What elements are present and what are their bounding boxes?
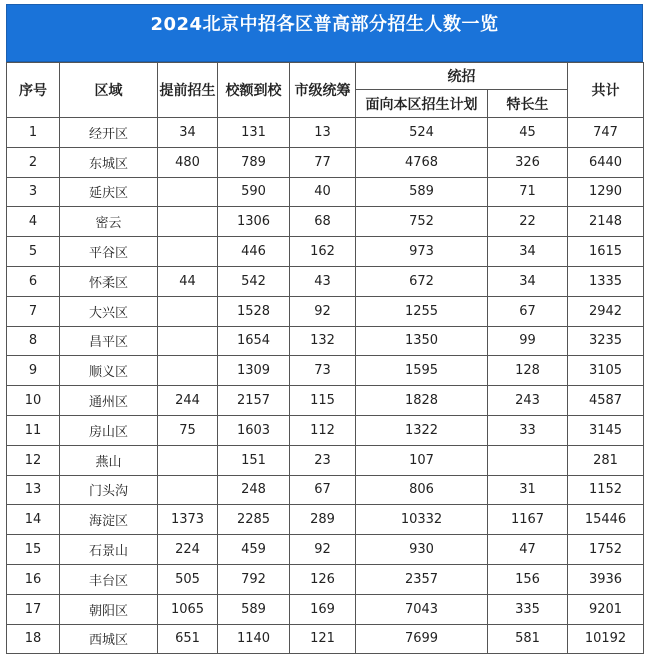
cell-city: 92 xyxy=(290,296,356,326)
cell-seq: 6 xyxy=(7,266,60,296)
cell-total: 1152 xyxy=(568,475,644,505)
cell-city: 73 xyxy=(290,356,356,386)
cell-local-plan: 524 xyxy=(356,118,488,148)
cell-quota: 589 xyxy=(218,594,290,624)
cell-quota: 1603 xyxy=(218,415,290,445)
cell-city: 115 xyxy=(290,386,356,416)
cell-total: 10192 xyxy=(568,624,644,654)
cell-local-plan: 1350 xyxy=(356,326,488,356)
cell-quota: 446 xyxy=(218,237,290,267)
cell-early: 480 xyxy=(158,147,218,177)
table-row xyxy=(7,266,644,296)
cell-total: 4587 xyxy=(568,386,644,416)
cell-quota: 792 xyxy=(218,564,290,594)
cell-early xyxy=(158,237,218,267)
cell-district: 延庆区 xyxy=(60,177,158,207)
cell-special: 31 xyxy=(488,475,568,505)
enrollment-table xyxy=(6,62,644,654)
header-total: 共计 xyxy=(568,63,644,118)
cell-early xyxy=(158,296,218,326)
table-row xyxy=(7,356,644,386)
cell-district: 朝阳区 xyxy=(60,594,158,624)
cell-seq: 15 xyxy=(7,535,60,565)
cell-seq: 10 xyxy=(7,386,60,416)
cell-seq: 9 xyxy=(7,356,60,386)
cell-total: 3235 xyxy=(568,326,644,356)
cell-local-plan: 107 xyxy=(356,445,488,475)
cell-seq: 17 xyxy=(7,594,60,624)
cell-quota: 542 xyxy=(218,266,290,296)
cell-early xyxy=(158,177,218,207)
cell-special: 71 xyxy=(488,177,568,207)
cell-district: 海淀区 xyxy=(60,505,158,535)
cell-seq: 4 xyxy=(7,207,60,237)
cell-local-plan: 2357 xyxy=(356,564,488,594)
cell-seq: 12 xyxy=(7,445,60,475)
table-row xyxy=(7,594,644,624)
cell-early xyxy=(158,475,218,505)
cell-district: 燕山 xyxy=(60,445,158,475)
cell-district: 西城区 xyxy=(60,624,158,654)
cell-local-plan: 672 xyxy=(356,266,488,296)
header-early: 提前招生 xyxy=(158,63,218,118)
cell-total: 15446 xyxy=(568,505,644,535)
cell-city: 77 xyxy=(290,147,356,177)
cell-total: 1290 xyxy=(568,177,644,207)
cell-local-plan: 973 xyxy=(356,237,488,267)
cell-seq: 11 xyxy=(7,415,60,445)
cell-early: 244 xyxy=(158,386,218,416)
header-special: 特长生 xyxy=(488,90,568,118)
cell-district: 石景山 xyxy=(60,535,158,565)
cell-special: 67 xyxy=(488,296,568,326)
cell-city: 162 xyxy=(290,237,356,267)
cell-seq: 14 xyxy=(7,505,60,535)
cell-quota: 459 xyxy=(218,535,290,565)
cell-special: 581 xyxy=(488,624,568,654)
cell-early: 1065 xyxy=(158,594,218,624)
cell-district: 顺义区 xyxy=(60,356,158,386)
header-local-plan: 面向本区招生计划 xyxy=(356,90,488,118)
cell-city: 23 xyxy=(290,445,356,475)
cell-special: 243 xyxy=(488,386,568,416)
table-row xyxy=(7,475,644,505)
cell-early: 75 xyxy=(158,415,218,445)
cell-quota: 1528 xyxy=(218,296,290,326)
cell-district: 房山区 xyxy=(60,415,158,445)
cell-local-plan: 1828 xyxy=(356,386,488,416)
cell-seq: 18 xyxy=(7,624,60,654)
cell-city: 68 xyxy=(290,207,356,237)
cell-quota: 248 xyxy=(218,475,290,505)
cell-quota: 1309 xyxy=(218,356,290,386)
cell-local-plan: 589 xyxy=(356,177,488,207)
table-row xyxy=(7,535,644,565)
cell-early: 1373 xyxy=(158,505,218,535)
cell-quota: 789 xyxy=(218,147,290,177)
cell-special: 34 xyxy=(488,237,568,267)
cell-seq: 2 xyxy=(7,147,60,177)
table-row xyxy=(7,177,644,207)
cell-city: 112 xyxy=(290,415,356,445)
header-quota: 校额到校 xyxy=(218,63,290,118)
cell-seq: 1 xyxy=(7,118,60,148)
cell-local-plan: 1595 xyxy=(356,356,488,386)
cell-quota: 2157 xyxy=(218,386,290,416)
cell-total: 3936 xyxy=(568,564,644,594)
cell-quota: 1306 xyxy=(218,207,290,237)
table-row xyxy=(7,564,644,594)
cell-special: 128 xyxy=(488,356,568,386)
cell-seq: 3 xyxy=(7,177,60,207)
cell-city: 92 xyxy=(290,535,356,565)
cell-city: 289 xyxy=(290,505,356,535)
cell-special: 47 xyxy=(488,535,568,565)
cell-local-plan: 10332 xyxy=(356,505,488,535)
enrollment-table-frame xyxy=(6,4,643,664)
cell-district: 通州区 xyxy=(60,386,158,416)
cell-total: 2942 xyxy=(568,296,644,326)
cell-district: 密云 xyxy=(60,207,158,237)
cell-special: 33 xyxy=(488,415,568,445)
cell-city: 43 xyxy=(290,266,356,296)
cell-early: 34 xyxy=(158,118,218,148)
cell-total: 281 xyxy=(568,445,644,475)
cell-city: 13 xyxy=(290,118,356,148)
cell-special: 326 xyxy=(488,147,568,177)
cell-local-plan: 806 xyxy=(356,475,488,505)
cell-city: 67 xyxy=(290,475,356,505)
cell-district: 大兴区 xyxy=(60,296,158,326)
cell-special: 1167 xyxy=(488,505,568,535)
cell-district: 经开区 xyxy=(60,118,158,148)
cell-early: 224 xyxy=(158,535,218,565)
cell-quota: 151 xyxy=(218,445,290,475)
table-body xyxy=(7,118,644,654)
table-row xyxy=(7,296,644,326)
cell-district: 东城区 xyxy=(60,147,158,177)
cell-city: 40 xyxy=(290,177,356,207)
cell-seq: 7 xyxy=(7,296,60,326)
cell-early: 505 xyxy=(158,564,218,594)
table-row xyxy=(7,505,644,535)
cell-local-plan: 1322 xyxy=(356,415,488,445)
cell-quota: 590 xyxy=(218,177,290,207)
cell-local-plan: 1255 xyxy=(356,296,488,326)
cell-special: 335 xyxy=(488,594,568,624)
table-row xyxy=(7,624,644,654)
cell-special: 34 xyxy=(488,266,568,296)
cell-special: 156 xyxy=(488,564,568,594)
cell-quota: 131 xyxy=(218,118,290,148)
cell-early xyxy=(158,207,218,237)
cell-city: 126 xyxy=(290,564,356,594)
cell-early: 44 xyxy=(158,266,218,296)
cell-early: 651 xyxy=(158,624,218,654)
table-row xyxy=(7,326,644,356)
cell-district: 平谷区 xyxy=(60,237,158,267)
table-row xyxy=(7,445,644,475)
table-row xyxy=(7,386,644,416)
cell-seq: 8 xyxy=(7,326,60,356)
table-row xyxy=(7,147,644,177)
cell-district: 怀柔区 xyxy=(60,266,158,296)
table-row xyxy=(7,118,644,148)
header-seq: 序号 xyxy=(7,63,60,118)
table-row xyxy=(7,237,644,267)
header-district: 区域 xyxy=(60,63,158,118)
cell-seq: 5 xyxy=(7,237,60,267)
cell-seq: 13 xyxy=(7,475,60,505)
cell-early xyxy=(158,326,218,356)
header-city: 市级统筹 xyxy=(290,63,356,118)
cell-total: 3105 xyxy=(568,356,644,386)
cell-special: 99 xyxy=(488,326,568,356)
cell-district: 昌平区 xyxy=(60,326,158,356)
cell-total: 1335 xyxy=(568,266,644,296)
cell-total: 747 xyxy=(568,118,644,148)
cell-local-plan: 4768 xyxy=(356,147,488,177)
cell-total: 1615 xyxy=(568,237,644,267)
cell-special xyxy=(488,445,568,475)
cell-district: 门头沟 xyxy=(60,475,158,505)
cell-local-plan: 7699 xyxy=(356,624,488,654)
cell-city: 121 xyxy=(290,624,356,654)
cell-city: 169 xyxy=(290,594,356,624)
table-title: 2024北京中招各区普高部分招生人数一览 xyxy=(6,4,643,62)
cell-total: 9201 xyxy=(568,594,644,624)
cell-local-plan: 930 xyxy=(356,535,488,565)
table-row xyxy=(7,207,644,237)
cell-local-plan: 7043 xyxy=(356,594,488,624)
cell-special: 22 xyxy=(488,207,568,237)
cell-quota: 2285 xyxy=(218,505,290,535)
cell-total: 1752 xyxy=(568,535,644,565)
cell-special: 45 xyxy=(488,118,568,148)
cell-early xyxy=(158,356,218,386)
cell-seq: 16 xyxy=(7,564,60,594)
table-row xyxy=(7,415,644,445)
cell-total: 2148 xyxy=(568,207,644,237)
cell-early xyxy=(158,445,218,475)
cell-city: 132 xyxy=(290,326,356,356)
cell-local-plan: 752 xyxy=(356,207,488,237)
cell-district: 丰台区 xyxy=(60,564,158,594)
cell-quota: 1654 xyxy=(218,326,290,356)
cell-total: 6440 xyxy=(568,147,644,177)
cell-total: 3145 xyxy=(568,415,644,445)
header-unified: 统招 xyxy=(356,63,568,90)
cell-quota: 1140 xyxy=(218,624,290,654)
